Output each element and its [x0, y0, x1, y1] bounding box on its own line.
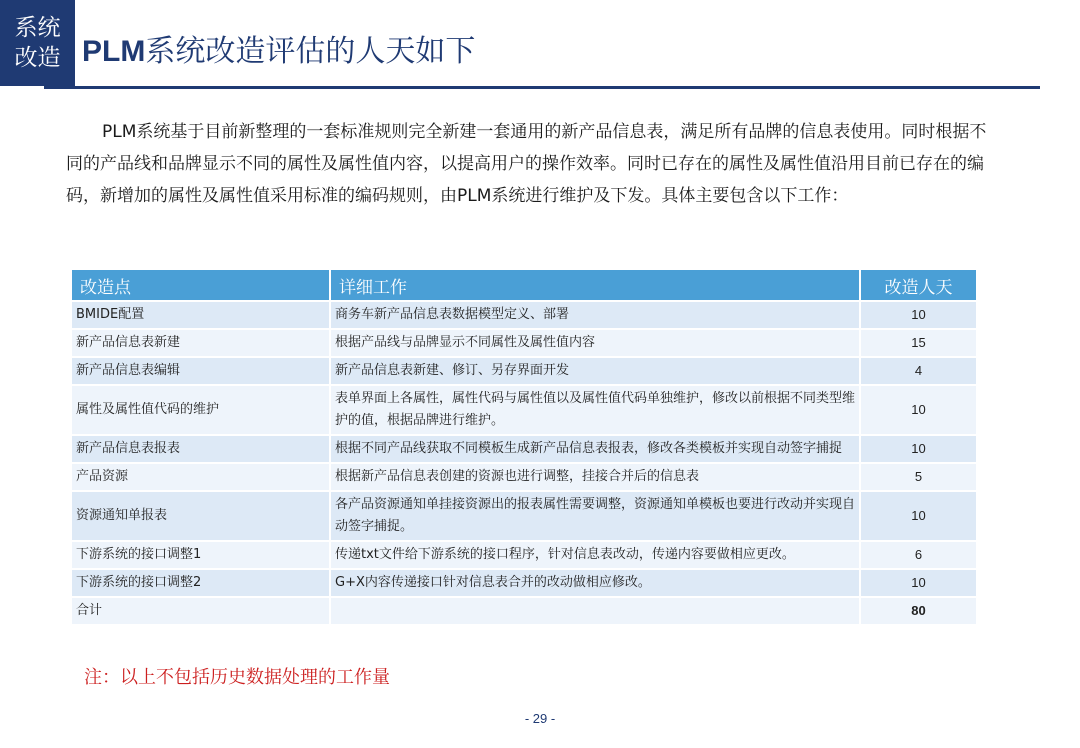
title-divider — [44, 86, 1040, 89]
cell-point: 新产品信息表新建 — [72, 329, 330, 357]
cell-point: 新产品信息表编辑 — [72, 357, 330, 385]
table-row — [72, 541, 976, 569]
page-number: - 29 - — [524, 711, 556, 726]
cell-days: 4 — [860, 357, 976, 385]
header-point: 改造点 — [72, 270, 330, 301]
footnote: 注：以上不包括历史数据处理的工作量 — [84, 667, 390, 688]
table-row — [72, 435, 976, 463]
cell-detail: 商务车新产品信息表数据模型定义、部署 — [330, 301, 860, 329]
page-title — [82, 26, 475, 70]
page-title-latin: PLM — [82, 35, 146, 68]
table-row — [72, 329, 976, 357]
total-detail — [330, 597, 860, 624]
page-title-rest: 系统改造评估的人天如下 — [145, 34, 476, 69]
header-detail: 详细工作 — [330, 270, 860, 301]
cell-detail: 表单界面上各属性，属性代码与属性值以及属性值代码单独维护，修改以前根据不同类型维护的值，根据品牌进行维护。 — [330, 385, 860, 435]
table-row — [72, 491, 976, 541]
cell-days: 10 — [860, 569, 976, 597]
cell-point: BMIDE配置 — [72, 301, 330, 329]
total-label: 合计 — [72, 597, 330, 624]
section-tag-line1: 系统 — [14, 15, 61, 41]
table-row — [72, 569, 976, 597]
cell-days: 5 — [860, 463, 976, 491]
table-total-row — [72, 597, 976, 624]
cell-days: 15 — [860, 329, 976, 357]
work-table — [72, 270, 976, 624]
cell-detail: G+X内容传递接口针对信息表合并的改动做相应修改。 — [330, 569, 860, 597]
section-tag — [0, 0, 75, 86]
intro-paragraph: PLM系统基于目前新整理的一套标准规则完全新建一套通用的新产品信息表，满足所有品牌的信息表使用。同时根据不同的产品线和品牌显示不同的属性及属性值内容，以提高用户的操作效率。同时已存在的属性及属性值沿用目前已存在的编码，新增加的属性及属性值采用标准的编码规则，由PLM系统进行维护及下发。具体主要包含以下工作： — [66, 122, 987, 206]
cell-detail: 新产品信息表新建、修订、另存界面开发 — [330, 357, 860, 385]
cell-detail: 根据新产品信息表创建的资源也进行调整，挂接合并后的信息表 — [330, 463, 860, 491]
cell-days: 10 — [860, 491, 976, 541]
cell-point: 产品资源 — [72, 463, 330, 491]
table-row — [72, 463, 976, 491]
cell-point: 下游系统的接口调整2 — [72, 569, 330, 597]
cell-days: 10 — [860, 435, 976, 463]
cell-detail: 传递txt文件给下游系统的接口程序，针对信息表改动，传递内容要做相应更改。 — [330, 541, 860, 569]
cell-point: 资源通知单报表 — [72, 491, 330, 541]
cell-detail: 各产品资源通知单挂接资源出的报表属性需要调整，资源通知单模板也要进行改动并实现自动签字捕捉。 — [330, 491, 860, 541]
cell-days: 10 — [860, 385, 976, 435]
cell-detail: 根据产品线与品牌显示不同属性及属性值内容 — [330, 329, 860, 357]
header-days: 改造人天 — [860, 270, 976, 301]
table-row — [72, 301, 976, 329]
table-row — [72, 385, 976, 435]
total-days: 80 — [860, 597, 976, 624]
cell-days: 10 — [860, 301, 976, 329]
cell-point: 下游系统的接口调整1 — [72, 541, 330, 569]
cell-days: 6 — [860, 541, 976, 569]
cell-point: 属性及属性值代码的维护 — [72, 385, 330, 435]
section-tag-line2: 改造 — [14, 45, 61, 71]
cell-detail: 根据不同产品线获取不同模板生成新产品信息表报表，修改各类模板并实现自动签字捕捉 — [330, 435, 860, 463]
table-header-row — [72, 270, 976, 301]
cell-point: 新产品信息表报表 — [72, 435, 330, 463]
table-row — [72, 357, 976, 385]
